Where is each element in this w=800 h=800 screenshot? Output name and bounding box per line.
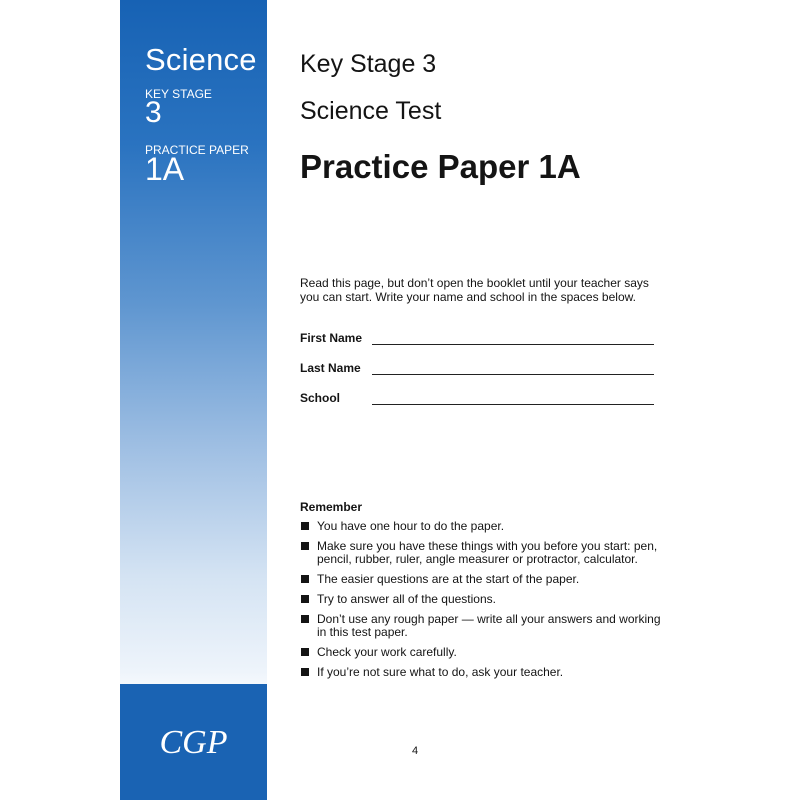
last-name-label: Last Name: [300, 361, 361, 375]
instructions-paragraph: Read this page, but don’t open the booklet until your teacher says you can start. Write your name and school in the spaces below.: [300, 276, 649, 304]
cgp-logo: CGP: [159, 724, 228, 761]
remember-list: [300, 520, 670, 686]
list-item-text: Don’t use any rough paper — write all your answers and working in this test paper.: [317, 612, 661, 639]
test-name-heading: Science Test: [300, 97, 442, 125]
last-name-line[interactable]: [372, 374, 654, 375]
first-name-label: First Name: [300, 331, 363, 345]
list-item: [300, 593, 670, 606]
sidebar-subject: Science: [145, 42, 257, 77]
list-item: [300, 646, 670, 659]
sidebar-key-stage-label: KEY STAGE: [145, 87, 212, 101]
square-bullet-icon: [301, 542, 309, 550]
square-bullet-icon: [301, 522, 309, 530]
square-bullet-icon: [301, 595, 309, 603]
list-item: [300, 613, 670, 639]
school-field[interactable]: [300, 391, 660, 411]
list-item: [300, 540, 670, 566]
last-name-field[interactable]: [300, 361, 660, 381]
key-stage-heading: Key Stage 3: [300, 50, 437, 78]
list-item-text: Try to answer all of the questions.: [317, 592, 496, 606]
sidebar-paper-value: 1A: [145, 151, 185, 187]
list-item: [300, 520, 670, 533]
square-bullet-icon: [301, 648, 309, 656]
square-bullet-icon: [301, 615, 309, 623]
first-name-line[interactable]: [372, 344, 654, 345]
list-item-text: Make sure you have these things with you before you start: pen, pencil, rubber, ruler, angle measurer or protractor, calculator.: [317, 539, 658, 566]
list-item: [300, 573, 670, 586]
list-item-text: If you’re not sure what to do, ask your teacher.: [317, 665, 564, 679]
list-item-text: The easier questions are at the start of the paper.: [317, 572, 580, 586]
page-title: Practice Paper 1A: [300, 148, 581, 185]
remember-heading: Remember: [300, 500, 363, 514]
list-item: [300, 666, 670, 679]
page-number: 4: [412, 745, 419, 757]
school-line[interactable]: [372, 404, 654, 405]
square-bullet-icon: [301, 668, 309, 676]
square-bullet-icon: [301, 575, 309, 583]
list-item-text: Check your work carefully.: [317, 645, 457, 659]
school-label: School: [300, 391, 341, 405]
sidebar-paper-label: PRACTICE PAPER: [145, 143, 249, 157]
sidebar-key-stage-value: 3: [145, 96, 162, 129]
first-name-field[interactable]: [300, 331, 660, 351]
sidebar-band: [120, 0, 267, 800]
sidebar-footer: [120, 684, 267, 800]
list-item-text: You have one hour to do the paper.: [317, 519, 505, 533]
